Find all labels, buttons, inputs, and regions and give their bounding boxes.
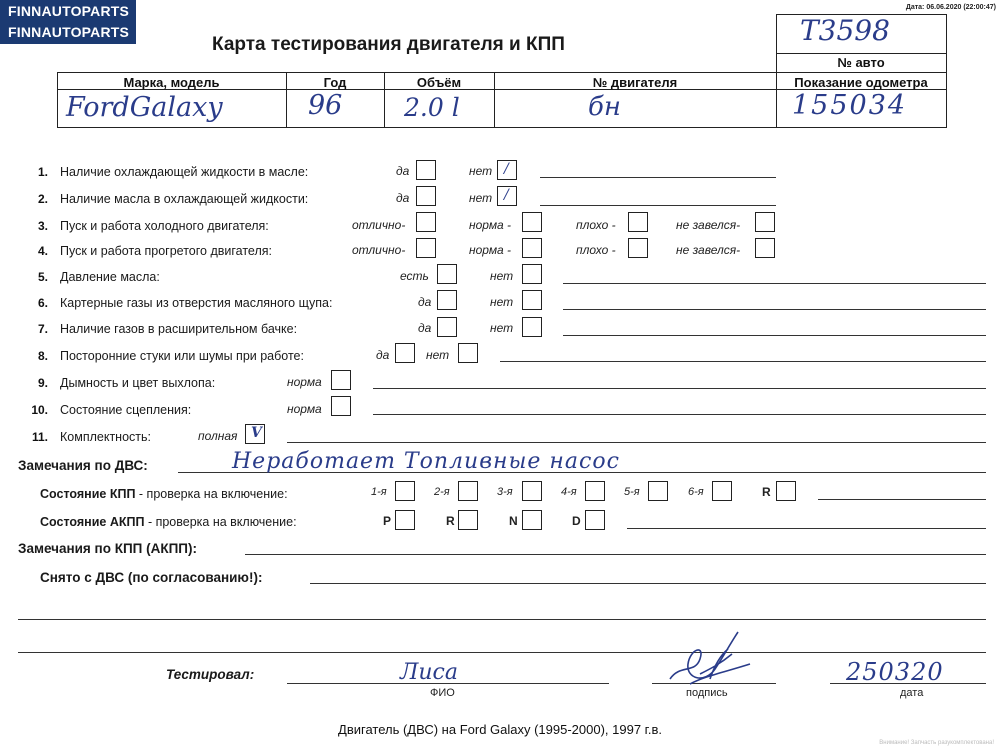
kpp-gear-4-label: 4-я [561,486,577,498]
kpp-gear-2-label: 2-я [434,486,450,498]
kpp-gear-r-checkbox[interactable] [776,481,796,501]
header-brand: Марка, модель [123,75,220,90]
q4-opt-bad: плохо - [576,243,616,257]
kpp-gear-2-checkbox[interactable] [458,481,478,501]
q1-opt-no: нет [469,164,493,178]
q4-opt-normal: норма - [469,243,512,257]
kpp-gear-1-label: 1-я [371,486,387,498]
photo-caption: Двигатель (ДВС) на Ford Galaxy (1995-2000), 1997 г.в. [338,722,662,737]
q10-num: 10. [31,403,48,417]
q2-opt-no: нет [469,191,493,205]
value-year: 96 [308,90,343,121]
q5-opt-yes: есть [400,269,429,283]
q2-mark-no: / [504,187,509,203]
q7-num: 7. [37,322,48,336]
q5-text: Давление масла: [60,270,160,284]
q2-checkbox-yes[interactable] [416,186,436,206]
q7-checkbox-yes[interactable] [437,317,457,337]
header-year: Год [323,75,347,90]
q10-checkbox-normal[interactable] [331,396,351,416]
date-stamp: Дата: 06.06.2020 (22:00:47) [905,4,996,11]
akpp-gear-d-checkbox[interactable] [585,510,605,530]
q7-opt-no: нет [490,321,514,335]
q6-checkbox-no[interactable] [522,290,542,310]
q2-opt-yes: да [396,191,410,205]
q5-num: 5. [37,270,48,284]
q4-opt-excellent: отлично- [352,243,406,257]
q5-opt-no: нет [490,269,514,283]
q8-checkbox-no[interactable] [458,343,478,363]
q6-checkbox-yes[interactable] [437,290,457,310]
q4-checkbox-no-start[interactable] [755,238,775,258]
q2-num: 2. [37,192,48,206]
q9-text: Дымность и цвет выхлопа: [60,376,216,390]
q3-checkbox-excellent[interactable] [416,212,436,232]
removed-label: Снято с ДВС (по согласованию!): [40,570,263,585]
q8-num: 8. [37,349,48,363]
handwritten-signature [660,624,760,694]
site-logo [0,0,136,44]
q4-checkbox-normal[interactable] [522,238,542,258]
fio-caption: ФИО [430,687,455,699]
q11-mark-full: V [251,425,262,441]
value-engine-no: бн [588,92,621,122]
q11-num: 11. [31,430,48,444]
akpp-gear-r-label: R [446,514,455,528]
kpp-gear-6-label: 6-я [688,486,704,498]
sign-caption: подпись [686,687,728,699]
akpp-label: Состояние АКПП - проверка на включение: [40,515,297,529]
akpp-gear-p-label: P [383,514,392,528]
header-engine-no: № двигателя [592,75,678,90]
q6-opt-no: нет [490,295,514,309]
logo-text-1: FINNAUTOPARTS [8,3,130,19]
q1-mark-no: / [504,161,509,177]
q4-text: Пуск и работа прогретого двигателя: [60,244,272,258]
logo-text-2: FINNAUTOPARTS [8,24,130,40]
q3-checkbox-bad[interactable] [628,212,648,232]
watermark: Внимание! Запчасть разукомплектована! [879,740,994,746]
kpp-gear-5-checkbox[interactable] [648,481,668,501]
q6-text: Картерные газы из отверстия масляного щупа: [60,296,333,310]
page-title: Карта тестирования двигателя и КПП [212,34,565,55]
q2-checkbox-no[interactable] [497,186,517,206]
q3-opt-normal: норма - [469,218,512,232]
kpp-gear-1-checkbox[interactable] [395,481,415,501]
header-volume: Объём [416,75,462,90]
q1-checkbox-no[interactable] [497,160,517,180]
q6-num: 6. [37,296,48,310]
remarks-kpp-label: Замечания по КПП (АКПП): [18,541,197,556]
kpp-gear-6-checkbox[interactable] [712,481,732,501]
tested-label: Тестировал: [166,667,255,682]
q3-opt-no-start: не завелся- [676,218,741,232]
q3-checkbox-normal[interactable] [522,212,542,232]
remarks-engine-label: Замечания по ДВС: [18,458,148,473]
q8-opt-no: нет [426,348,450,362]
kpp-gear-3-checkbox[interactable] [522,481,542,501]
q4-checkbox-excellent[interactable] [416,238,436,258]
kpp-label: Состояние КПП - проверка на включение: [40,487,288,501]
test-date: 250320 [846,658,944,686]
q1-text: Наличие охлаждающей жидкости в масле: [60,165,309,179]
date-caption: дата [900,687,924,699]
value-odometer: 155034 [792,90,908,121]
q1-opt-yes: да [396,164,410,178]
q5-checkbox-yes[interactable] [437,264,457,284]
q3-opt-bad: плохо - [576,218,616,232]
q10-text: Состояние сцепления: [60,403,192,417]
q9-opt-normal: норма [287,375,322,389]
q7-checkbox-no[interactable] [522,317,542,337]
q8-opt-yes: да [376,348,390,362]
tester-name: Лиса [400,660,458,685]
q8-checkbox-yes[interactable] [395,343,415,363]
q8-text: Посторонние стуки или шумы при работе: [60,349,304,363]
akpp-gear-p-checkbox[interactable] [395,510,415,530]
kpp-gear-5-label: 5-я [624,486,640,498]
q3-text: Пуск и работа холодного двигателя: [60,219,269,233]
q6-opt-yes: да [418,295,432,309]
akpp-gear-n-checkbox[interactable] [522,510,542,530]
q10-opt-normal: норма [287,402,322,416]
q3-opt-excellent: отлично- [352,218,406,232]
value-volume: 2.0 l [404,93,460,122]
q11-checkbox-full[interactable] [245,424,265,444]
q9-checkbox-normal[interactable] [331,370,351,390]
kpp-gear-4-checkbox[interactable] [585,481,605,501]
kpp-gear-3-label: 3-я [497,486,513,498]
q1-checkbox-yes[interactable] [416,160,436,180]
q7-opt-yes: да [418,321,432,335]
q3-checkbox-no-start[interactable] [755,212,775,232]
q2-text: Наличие масла в охлаждающей жидкости: [60,192,309,206]
kpp-gear-r-label: R [762,485,771,499]
remarks-engine-value: Неработает Топливные насос [232,449,620,474]
q11-opt-full: полная [198,429,238,443]
header-auto-no: № авто [837,55,885,70]
q4-num: 4. [37,244,48,258]
q4-checkbox-bad[interactable] [628,238,648,258]
card-number: Т3598 [800,14,890,47]
value-brand: FordGalaxy [66,92,223,123]
q1-num: 1. [37,165,48,179]
q3-num: 3. [37,219,48,233]
header-odometer: Показание одометра [794,75,928,90]
akpp-gear-n-label: N [509,514,518,528]
q5-checkbox-no[interactable] [522,264,542,284]
q4-opt-no-start: не завелся- [676,243,741,257]
akpp-gear-r-checkbox[interactable] [458,510,478,530]
q11-text: Комплектность: [60,430,151,444]
q7-text: Наличие газов в расширительном бачке: [60,322,298,336]
q9-num: 9. [37,376,48,390]
akpp-gear-d-label: D [572,514,581,528]
